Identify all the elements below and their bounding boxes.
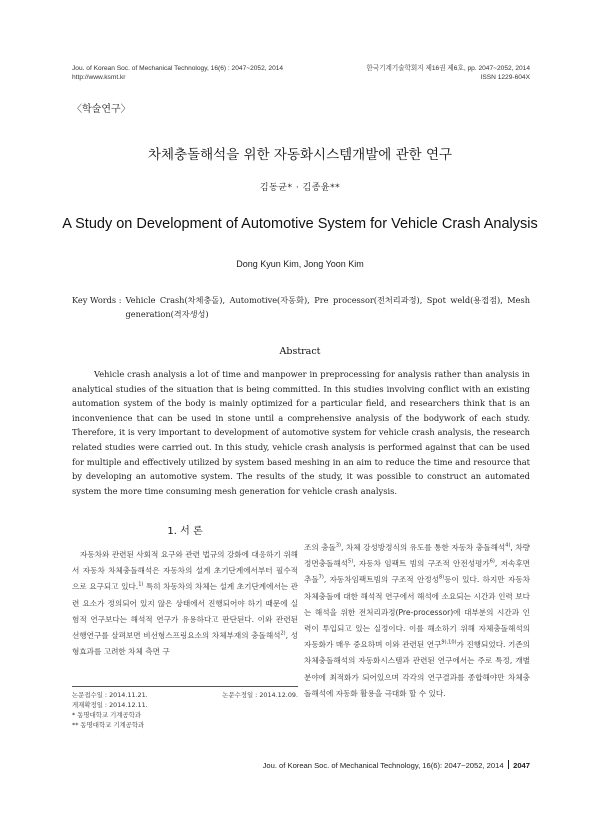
intro-text-r8: 가 진행되었다. 기존의 차체충돌해석의 자동화시스템과 관련된 연구에서는 주로 특정, 개별 분야에 최적화가 되어있으며 각각의 연구결과를 종합해야만 차체충돌해석에 자동화 활용을 극대화 할 수 있다. — [304, 640, 530, 698]
issn: ISSN 1229-604X — [480, 74, 530, 81]
intro-paragraph-left — [72, 547, 298, 660]
journal-url: http://www.ksmt.kr — [72, 74, 126, 81]
intro-text-1: 자동차와 관련된 사회적 요구와 관련 법규의 강화에 대응하기 위해서 자동차 차체충돌해석은 자동차의 설계 초기단계에서부터 필수적으로 요구되고 있다. — [72, 550, 298, 592]
intro-text-r2: , 차체 강성방정식의 유도를 통한 자동차 충돌해석 — [341, 543, 506, 552]
running-header-right — [366, 64, 530, 82]
journal-citation: Jou. of Korean Soc. of Mechanical Technology, 16(6) : 2047~2052, 2014 — [72, 65, 284, 72]
citation-ref: 9),10) — [441, 639, 457, 646]
abstract-body: Vehicle crash analysis a lot of time and manpower in preprocessing for analysis rather than analysis in analytical studies of the situation that is being committed. In this studies involving conflict with an existing automation system of the body is mainly optimized for a particular field, and researchers think that is an inconvenience that can be used in stone until a comprehensive analysis of the bodywork of each study. Therefore, it is very important to development of automotive system for vehicle crash analysis, the research related studies were carried out. In this study, vehicle crash analysis is performed against that can be used for multiple and effectively utilized by system based meshing in an aim to reduce the time and resource that by developing an automotive system. The results of the study, it was possible to construct an automated system the more time consuming mesh generation for vehicle crash analysis. — [72, 369, 530, 496]
left-column — [72, 522, 298, 660]
intro-text-3: , 성형효과를 고려한 차체 측면 구 — [72, 631, 298, 657]
citation-ref: 5) — [348, 558, 354, 565]
intro-text-2: 특히 차동차의 차체는 설계 초기단계에서는 관련 요소가 정의되어 있지 않은 상태에서 진행되어야 하기 때문에 실험적 연구보다는 해석적 연구가 유용하다고 판단된다. 이와 관련된 선행연구를 살펴보면 비선형스프링요소의 차체부재의 충돌해석 — [72, 582, 298, 641]
received-date: 논문접수일 : 2014.11.21. — [72, 691, 148, 699]
authors-korean: 김동균* · 김종윤** — [259, 183, 341, 193]
citation-ref: 3) — [335, 542, 342, 549]
intro-paragraph-right — [304, 540, 530, 702]
citation-ref: 7) — [318, 574, 324, 581]
right-column — [304, 540, 530, 702]
footer-divider — [508, 760, 510, 769]
keywords — [72, 294, 530, 321]
footnotes — [72, 686, 298, 730]
intro-text-r7: 등이 있다. 하지만 자동차 차체충돌에 대한 해석적 연구에서 해석에 소요되는 시간과 인력 보다는 해석을 위한 전처리과정(Pre-processor)에 대부분의 시간과 인력이 투입되고 있는 실정이다. 이를 해소하기 위해 자체충돌해석의 자동화가 매우 중요하며 이와 관련된 연구 — [304, 575, 531, 650]
intro-text-r5: , 저속후면 추돌 — [304, 559, 530, 585]
page-number: 2047 — [513, 761, 530, 770]
author-affiliation-1: * 동명대학교 기계공학과 — [72, 711, 141, 719]
running-footer — [263, 760, 530, 770]
keywords-text: Vehicle Crash(차체충돌), Automotive(자동화), Pre processor(전처리과정), Spot weld(용접점), Mesh generation(격자생성) — [125, 295, 530, 319]
citation-ref: 4) — [505, 542, 511, 549]
intro-text-r4: , 자동차 임팩트 빔의 구조적 안전성평가 — [353, 559, 490, 569]
revised-date: 논문수정일 : 2014.12.09. — [222, 691, 298, 699]
citation-ref: 8) — [439, 574, 445, 581]
section-heading-introduction: 1. 서 론 — [167, 526, 203, 537]
footer-journal: Jou. of Korean Soc. of Mechanical Technology, 16(6): 2047~2052, 2014 — [262, 761, 504, 770]
intro-text-r3: , 차량정면충돌해석 — [304, 543, 531, 569]
intro-text-r1: 조의 충돌 — [304, 543, 336, 552]
running-header-left — [72, 64, 283, 82]
author-affiliation-2: ** 동명대학교 기계공학과 — [72, 721, 145, 729]
accepted-date: 게재확정일 : 2014.12.11. — [72, 701, 148, 709]
section-tag: 〈학술연구〉 — [72, 104, 131, 115]
abstract-heading: Abstract — [279, 346, 321, 357]
citation-ref: 2) — [280, 630, 286, 637]
date-row — [72, 690, 298, 700]
title-english: A Study on Development of Automotive System for Vehicle Crash Analysis — [62, 216, 538, 232]
journal-citation-korean: 한국기계기술학회지 제16권 제6호, pp. 2047~2052, 2014 — [366, 65, 530, 72]
authors-english: Dong Kyun Kim, Jong Yoon Kim — [236, 259, 364, 269]
citation-ref: 6) — [489, 558, 495, 565]
keywords-label: Key Words : — [72, 295, 122, 305]
citation-ref: 1) — [138, 581, 144, 588]
intro-text-r6: , 자동차임팩트빔의 구조적 안정성 — [323, 575, 440, 585]
title-korean: 차체충돌해석을 위한 자동화시스템개발에 관한 연구 — [147, 147, 453, 163]
